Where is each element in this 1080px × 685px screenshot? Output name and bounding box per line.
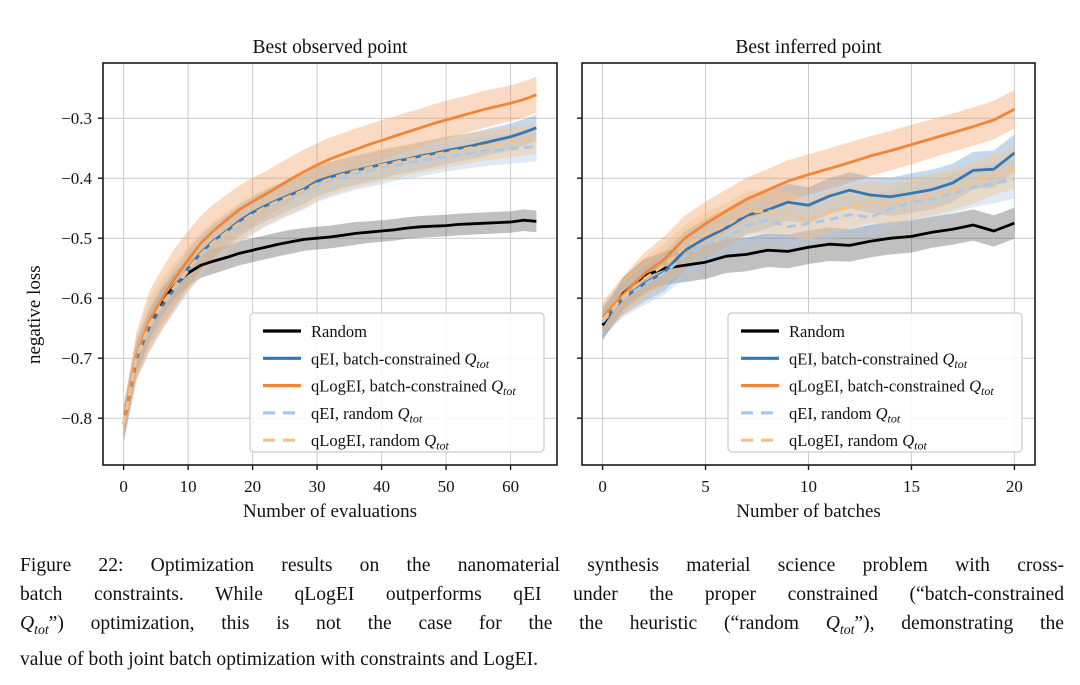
caption-line-3: $Q_{tot}$”) optimization, this is not the case for the the heuristic (“random $Q_{tot}$”), demonstrating the	[20, 613, 1064, 638]
panel-title: Best inferred point	[735, 37, 882, 58]
caption-line-4: value of both joint batch optimization with constraints and LogEI.	[20, 648, 539, 670]
x-tick-label: 40	[373, 477, 391, 496]
legend-label: qEI, batch-constrained $Q_{tot}$	[789, 349, 968, 371]
x-axis-label: Number of batches	[736, 501, 881, 522]
legend-label: qEI, random $Q_{tot}$	[311, 403, 423, 426]
x-tick-label: 60	[502, 477, 520, 496]
y-tick-label: −0.5	[61, 229, 92, 249]
x-tick-label: 20	[1005, 477, 1023, 496]
y-tick-label: −0.7	[61, 349, 92, 369]
y-tick-label: −0.6	[61, 289, 92, 309]
x-tick-label: 5	[701, 477, 710, 496]
x-tick-label: 30	[308, 477, 326, 496]
legend-label: Random	[789, 322, 845, 341]
y-tick-label: −0.3	[61, 109, 92, 129]
y-tick-label: −0.4	[61, 169, 92, 189]
x-tick-label: 15	[902, 477, 920, 496]
x-tick-label: 50	[437, 477, 455, 496]
legend-label: qLogEI, random $Q_{tot}$	[311, 431, 449, 453]
caption-line-2: batch constraints. While qLogEI outperforms qEI under the proper constrained (“batch-constrained	[20, 584, 1064, 606]
y-tick-label: −0.8	[61, 409, 92, 429]
legend	[250, 313, 544, 453]
caption-line-1: Figure 22: Optimization results on the nanomaterial synthesis material science problem with cross-	[20, 555, 1064, 576]
legend-label: qEI, random $Q_{tot}$	[789, 403, 901, 426]
x-axis-label: Number of evaluations	[242, 501, 418, 522]
x-tick-label: 20	[244, 477, 262, 496]
panel-title: Best observed point	[252, 37, 408, 58]
x-tick-label: 10	[179, 477, 197, 496]
legend-label: qLogEI, random $Q_{tot}$	[789, 431, 927, 453]
legend-label: qLogEI, batch-constrained $Q_{tot}$	[789, 376, 994, 399]
x-tick-label: 0	[598, 477, 607, 496]
panel-best-inferred	[577, 37, 1035, 522]
x-tick-label: 0	[119, 477, 128, 496]
y-axis-label: negative loss	[24, 265, 45, 364]
panel-best-observed	[24, 37, 557, 522]
legend-label: Random	[311, 322, 367, 341]
x-tick-label: 10	[800, 477, 817, 496]
legend-label: qEI, batch-constrained $Q_{tot}$	[311, 349, 490, 371]
figure-caption	[20, 551, 1064, 674]
legend	[728, 313, 1022, 453]
legend-label: qLogEI, batch-constrained $Q_{tot}$	[311, 376, 516, 399]
